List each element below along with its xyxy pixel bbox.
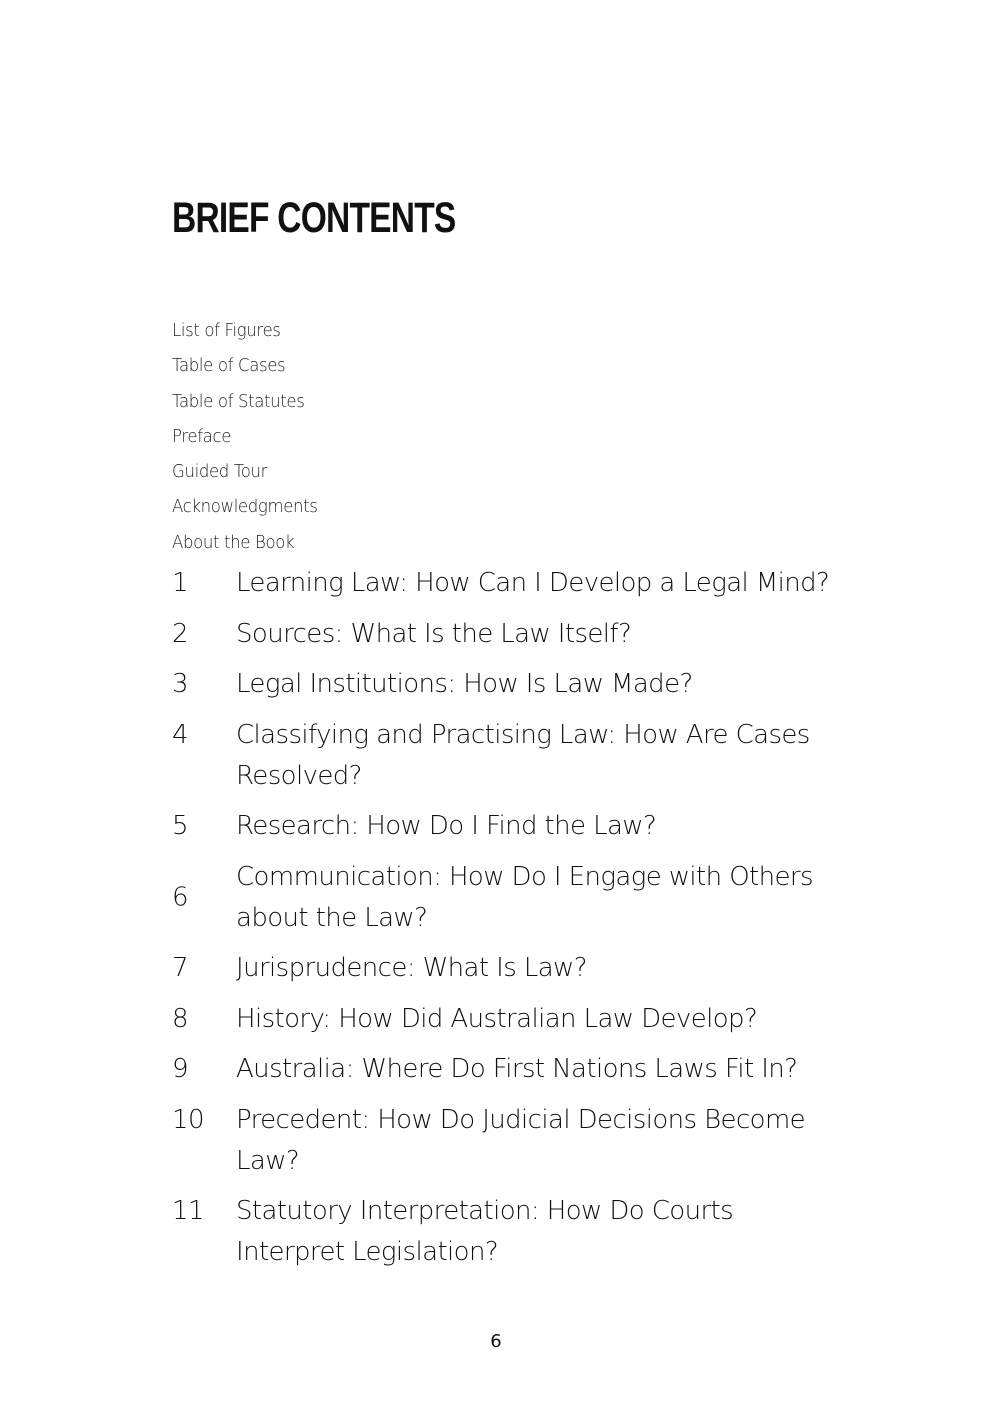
chapter-title: Sources: What Is the Law Itself? [236, 618, 632, 649]
front-matter-item-preface[interactable]: Preface [172, 425, 232, 447]
chapter-number: 6 [172, 882, 188, 912]
page-title: BRIEF CONTENTS [172, 194, 456, 242]
chapter-title: Communication: How Do I Engage with Others about the Law? [236, 861, 813, 933]
front-matter-item-list-of-figures[interactable]: List of Figures [172, 320, 281, 341]
chapter-title: History: How Did Australian Law Develop? [236, 1003, 758, 1034]
chapter-entry[interactable] [172, 563, 832, 604]
front-matter-item-about-the-book[interactable]: About the Book [172, 531, 295, 553]
chapter-list [172, 563, 832, 1283]
chapter-number: 11 [172, 1196, 204, 1226]
chapter-number: 2 [172, 618, 188, 649]
chapter-entry[interactable] [172, 715, 832, 797]
chapter-title: Jurisprudence: What Is Law? [236, 953, 587, 983]
chapter-title: Legal Institutions: How Is Law Made? [236, 669, 693, 699]
chapter-entry[interactable] [172, 664, 832, 705]
front-matter-item-acknowledgments[interactable]: Acknowledgments [172, 496, 318, 518]
chapter-number: 5 [172, 811, 188, 841]
chapter-entry[interactable] [172, 1049, 832, 1090]
front-matter-item-table-of-statutes[interactable]: Table of Statutes [172, 390, 305, 412]
page-number: 6 [490, 1331, 502, 1352]
chapter-title: Research: How Do I Find the Law? [236, 811, 657, 841]
front-matter-item-table-of-cases[interactable]: Table of Cases [172, 355, 286, 377]
chapter-number: 1 [172, 568, 188, 598]
chapter-entry[interactable] [172, 1191, 832, 1273]
chapter-title: Australia: Where Do First Nations Laws Fit In? [236, 1054, 798, 1084]
chapter-number: 4 [172, 719, 188, 750]
chapter-title: Classifying and Practising Law: How Are Cases Resolved? [236, 719, 810, 791]
front-matter-item-guided-tour[interactable]: Guided Tour [172, 461, 268, 483]
chapter-title: Statutory Interpretation: How Do Courts Interpret Legislation? [236, 1196, 734, 1267]
chapter-entry[interactable] [172, 999, 832, 1040]
chapter-title: Precedent: How Do Judicial Decisions Become Law? [236, 1104, 806, 1176]
chapter-number: 10 [172, 1104, 204, 1135]
chapter-entry[interactable] [172, 1100, 832, 1182]
chapter-number: 7 [172, 953, 188, 983]
chapter-number: 8 [172, 1003, 188, 1034]
front-matter-list [172, 313, 330, 560]
chapter-entry[interactable] [172, 806, 832, 847]
chapter-number: 3 [172, 669, 188, 699]
chapter-title: Learning Law: How Can I Develop a Legal Mind? [236, 568, 830, 598]
chapter-entry[interactable] [172, 948, 832, 989]
chapter-number: 9 [172, 1054, 188, 1084]
chapter-entry[interactable] [172, 614, 832, 655]
chapter-entry[interactable] [172, 857, 832, 939]
